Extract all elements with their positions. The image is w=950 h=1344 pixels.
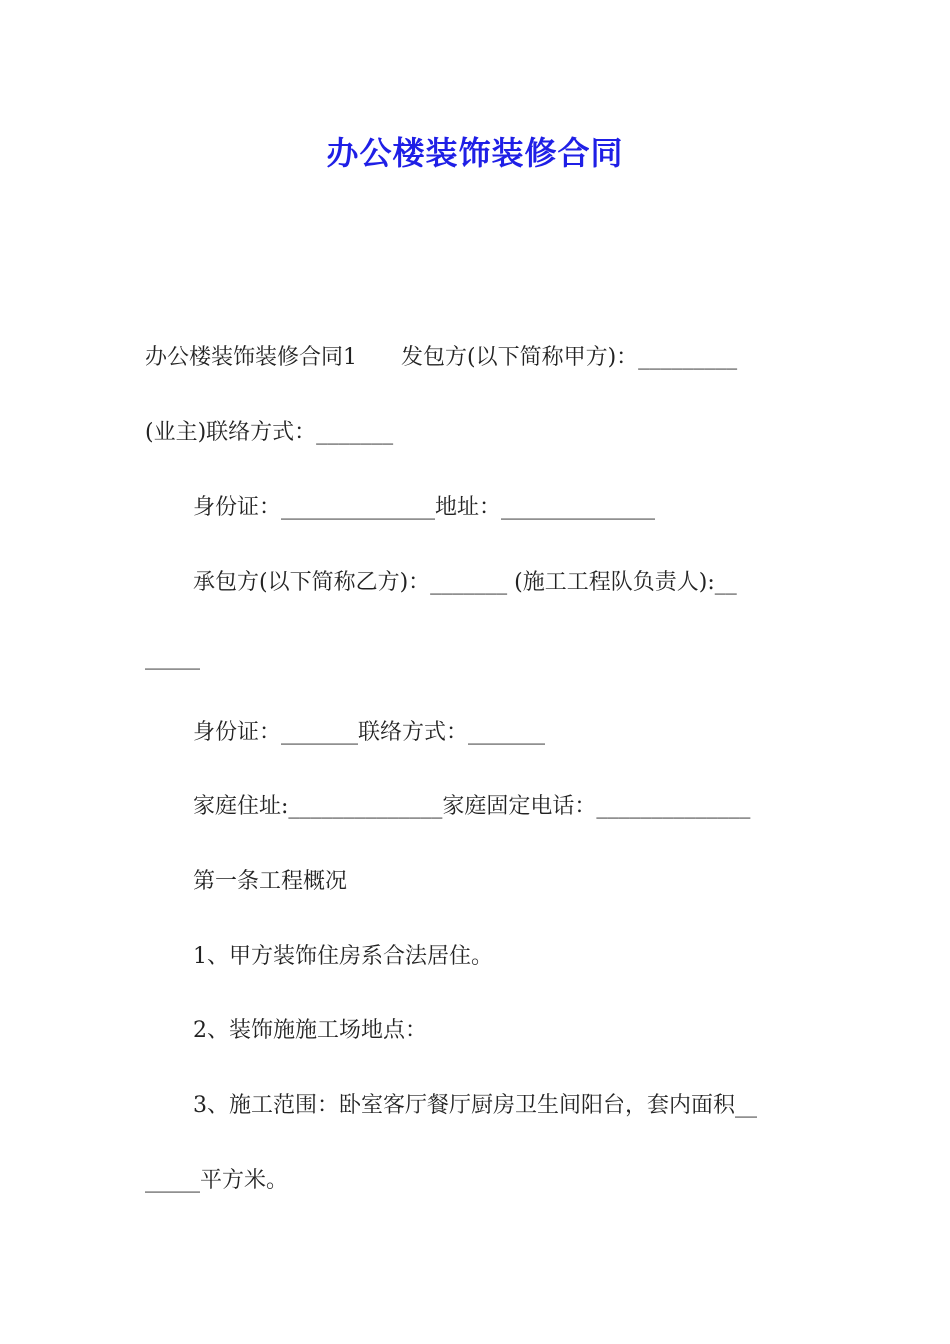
paragraph-line: 承包方(以下简称乙方)：_______ (施工工程队负责人):__	[193, 570, 737, 595]
paragraph-line: 身份证：_______联络方式：_______	[193, 720, 546, 745]
paragraph-line: (业主)联络方式：_______	[145, 420, 394, 445]
paragraph-line: 身份证：______________地址：______________	[193, 495, 656, 520]
section-heading: 第一条工程概况	[193, 869, 348, 894]
paragraph-line: 2、装饰施施工场地点：	[193, 1018, 427, 1043]
paragraph-line: 家庭住址:______________家庭固定电话：______________	[193, 794, 751, 819]
document-title: 办公楼装饰装修合同	[326, 134, 624, 172]
paragraph-line: 3、施工范围：卧室客厅餐厅厨房卫生间阳台，套内面积__	[193, 1093, 757, 1118]
paragraph-line: 1、甲方装饰住房系合法居住。	[193, 944, 493, 969]
paragraph-line: _____平方米。	[145, 1168, 289, 1193]
paragraph-line: 办公楼装饰装修合同1 发包方(以下简称甲方)：_________	[145, 345, 738, 370]
paragraph-line: _____	[145, 645, 200, 670]
